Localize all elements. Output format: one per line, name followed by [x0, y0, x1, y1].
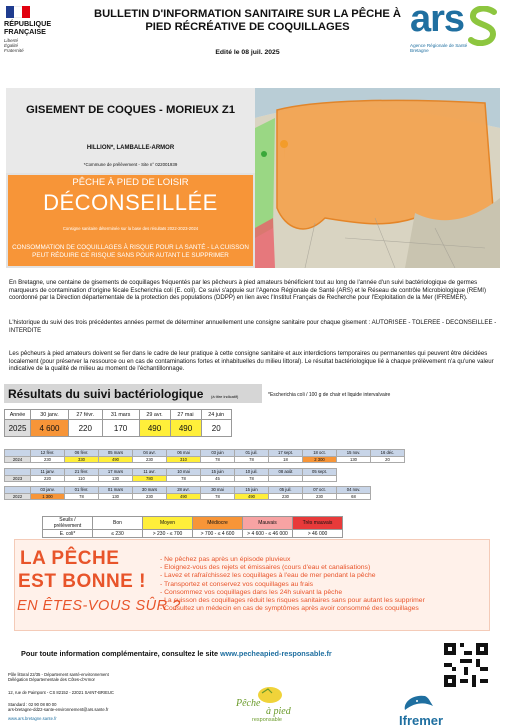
- history-table-2023: [4, 468, 337, 482]
- date-cell: 06 mai: [167, 450, 201, 457]
- date-cell: 30 mars: [133, 487, 167, 494]
- date-cell: 05 juil.: [269, 487, 303, 494]
- results-title: Résultats du suivi bactériologique: [8, 387, 204, 401]
- result-cell: 78: [167, 475, 201, 482]
- date-cell: 01 juil.: [235, 450, 269, 457]
- gisement-point: *Commune de prélèvement - Site n° 022001939: [83, 162, 178, 167]
- date-cell: 21 févr.: [65, 469, 99, 476]
- result-cell: 18: [269, 456, 303, 463]
- date-cell: 11 avr.: [133, 469, 167, 476]
- ars-logo: ars Agence Régionale de Santé Bretagne: [404, 4, 502, 58]
- tips-headline-2: EST BONNE !: [18, 571, 146, 592]
- date-cell: 15 nov.: [337, 450, 371, 457]
- result-cell: 230: [133, 456, 167, 463]
- legend-item: Bon: [93, 517, 143, 530]
- status-value: DÉCONSEILLÉE: [43, 190, 218, 215]
- footer-address: 12, rue de Paimpont - CS 82152 - 22021 SAINT-BRIEUC: [8, 690, 114, 695]
- footer-contact: Standard : 02 90 08 80 00 ars-bretagne-dd22-sante-environnement@ars.sante.fr: [8, 702, 109, 713]
- year-cell: 2023: [5, 475, 31, 482]
- legend-range: > 700 - ≤ 4 600: [193, 530, 243, 538]
- date-cell: 10 mai: [167, 469, 201, 476]
- table-cell: 27 mai: [170, 410, 201, 420]
- date-cell: 06 févr.: [65, 450, 99, 457]
- result-cell: 490: [170, 420, 201, 437]
- result-cell: 78: [201, 493, 235, 500]
- edit-date: Edité le 08 juil. 2025: [215, 49, 280, 56]
- date-cell: 07 oct.: [303, 487, 337, 494]
- result-cell: 230: [31, 456, 65, 463]
- footer-department: Pôle littoral 22/35 - Département santé-environnement Délégation Départementale des Côtes-d'Armor: [8, 672, 109, 683]
- result-cell: 330: [65, 456, 99, 463]
- date-cell: 01 févr.: [65, 487, 99, 494]
- date-cell: 28 avr.: [167, 487, 201, 494]
- french-flag-icon: [6, 6, 30, 18]
- result-cell: 68: [337, 493, 371, 500]
- list-item: - La cuisson des coquillages réduit les risques sanitaires sans pour autant les supprimer: [160, 597, 425, 605]
- legend-range: > 230 - ≤ 700: [143, 530, 193, 538]
- table-cell: 27 févr.: [68, 410, 102, 420]
- result-cell: 490: [167, 493, 201, 500]
- result-cell: 78: [201, 456, 235, 463]
- table-cell: 24 juin: [201, 410, 232, 420]
- status-basis: Consigne sanitaire déterminée sur la base des résultats 2022-2023-2024: [62, 226, 199, 231]
- result-cell: 220: [68, 420, 102, 437]
- result-cell: 130: [337, 456, 371, 463]
- date-cell: 16 déc.: [371, 450, 405, 457]
- date-cell: 17 mars: [99, 469, 133, 476]
- result-cell: 20: [371, 456, 405, 463]
- disclaimer-paragraph: Les pêcheurs à pied amateurs doivent se fier dans le cadre de leur pratique à cette consigne sanitaire et aux interdictions temporaires ou permanentes qui peuvent être décidées localement (pour préserver la ressource ou en cas de contaminations fortes et inhabituelles du milieu littoral). Le résultat bactériologique lié à chaque prélèvement n'a qu'une valeur indicative de la qualité de milieu au moment de l'échantillonnage.: [9, 350, 494, 372]
- table-cell: 31 mars: [102, 410, 139, 420]
- ifremer-logo: [395, 692, 473, 728]
- footer-website-link[interactable]: www.ars.bretagne.sante.fr: [8, 716, 57, 721]
- table-cell: 30 janv.: [31, 410, 69, 420]
- list-item: - Lavez et rafraîchissez les coquillages à l'eau de mer pendant la pêche: [160, 572, 376, 580]
- qr-code-icon[interactable]: [444, 643, 488, 687]
- date-cell: 05 sept.: [303, 469, 337, 476]
- year-cell: 2024: [5, 456, 31, 463]
- result-cell: 490: [139, 420, 170, 437]
- status-warning: CONSOMMATION DE COQUILLAGES À RISQUE POUR LA SANTÉ - LA CUISSON PEUT RÉDUIRE CE RISQUE SANS POUR AUTANT LE SUPPRIMER: [12, 244, 249, 259]
- list-item: - Consultez un médecin en cas de symptômes après avoir consommé des coquillages: [160, 605, 419, 613]
- gisement-location: HILLION*, LAMBALLE-ARMOR: [86, 145, 175, 151]
- year-cell: 2022: [5, 493, 31, 500]
- intro-paragraph: En Bretagne, une centaine de gisements de coquillages fréquentés par les pêcheurs à pied amateurs bénéficient tout au long de l'année d'un suivi bactériologique de germes marqueurs de contamination d'origine fécale Escherichia coli (E. coli). Ce suivi s'appuie sur l'Agence Régionale de Santé (ARS) et le Réseau de contrôle Microbiologique (REMI) coordonné par la Direction départementale de la protection des populations (DDPP) en lien avec l'Institut Français de Recherche pour l'Exploitation de la Mer (IFREMER).: [9, 279, 487, 301]
- result-cell: [269, 475, 303, 482]
- gov-motto: Liberté Égalité Fraternité: [4, 38, 24, 53]
- result-cell: 1 300: [31, 493, 65, 500]
- gov-name: RÉPUBLIQUE FRANÇAISE: [4, 19, 52, 36]
- table-cell: 29 avr.: [139, 410, 170, 420]
- result-cell: 310: [167, 456, 201, 463]
- page-title: BULLETIN D'INFORMATION SANITAIRE SUR LA PÊCHE À PIED RÉCRÉATIVE DE COQUILLAGES: [94, 8, 401, 33]
- result-cell: 490: [99, 456, 133, 463]
- map-marker-icon: [261, 151, 267, 157]
- legend-item: Médiocre: [193, 517, 243, 530]
- tips-headline-1: LA PÊCHE: [20, 548, 120, 569]
- date-cell: 05 mars: [99, 450, 133, 457]
- result-cell: 78: [235, 456, 269, 463]
- result-cell: 170: [102, 420, 139, 437]
- gisement-title: GISEMENT DE COQUES - MORIEUX Z1: [25, 104, 235, 116]
- date-cell: 03 janv.: [31, 487, 65, 494]
- svg-text:Pêche: Pêche: [236, 698, 261, 709]
- history-table-2022: [4, 486, 371, 500]
- date-cell: 30 mai: [201, 487, 235, 494]
- tips-headline-3: EN ÊTES-VOUS SÛR ?: [17, 598, 181, 614]
- more-info: Pour toute information complémentaire, consultez le site www.pecheapied-responsable.fr: [21, 649, 332, 658]
- result-cell: 780: [133, 475, 167, 482]
- result-cell: 4 600: [31, 420, 69, 437]
- date-cell: 04 avr.: [133, 450, 167, 457]
- result-cell: 45: [201, 475, 235, 482]
- legend-range: ≤ 230: [93, 530, 143, 538]
- legend-range: > 4 600 - ≤ 46 000: [243, 530, 293, 538]
- result-cell: 230: [133, 493, 167, 500]
- date-cell: 04 nov.: [337, 487, 371, 494]
- results-indicative: (à titre indicatif): [211, 394, 239, 399]
- date-cell: 12 févr.: [31, 450, 65, 457]
- list-item: - Transportez et conservez vos coquillages au frais: [160, 580, 314, 588]
- result-cell: 2 300: [303, 456, 337, 463]
- tips-list: [160, 556, 490, 613]
- result-cell: 230: [303, 493, 337, 500]
- legend-item: Très mauvais: [293, 517, 343, 530]
- legend-header: Seuils / prélèvement: [43, 517, 93, 530]
- list-item: - Ne pêchez pas après un épisode pluvieux: [160, 556, 291, 563]
- legend-item: Moyen: [143, 517, 193, 530]
- date-cell: 15 juin: [235, 487, 269, 494]
- result-cell: 130: [99, 475, 133, 482]
- legend-item: Mauvais: [243, 517, 293, 530]
- result-cell: [303, 475, 337, 482]
- legend-range: > 46 000: [293, 530, 343, 538]
- date-cell: 10 juil.: [235, 469, 269, 476]
- consigne-paragraph: L'historique du suivi des trois précédentes années permet de déterminer annuellement une consigne sanitaire pour chaque gisement : AUTORISEE - TOLEREE - DECONSEILLEE - INTERDITE: [9, 319, 497, 334]
- republique-francaise-logo: [4, 6, 66, 60]
- legend-row-label: E. coli*: [43, 530, 93, 538]
- svg-text:Ifremer: Ifremer: [399, 713, 444, 728]
- result-cell: 130: [99, 493, 133, 500]
- date-cell: 17 sept.: [269, 450, 303, 457]
- date-cell: 01 mars: [99, 487, 133, 494]
- svg-text:à pied: à pied: [266, 706, 291, 717]
- current-year-table: [4, 409, 232, 437]
- date-cell: 08 août: [269, 469, 303, 476]
- result-cell: 78: [65, 493, 99, 500]
- result-cell: 78: [235, 475, 269, 482]
- result-cell: 220: [31, 475, 65, 482]
- result-cell: 230: [269, 493, 303, 500]
- website-link[interactable]: www.pecheapied-responsable.fr: [220, 649, 332, 658]
- list-item: - Consommez vos coquillages dans les 24h suivant la pêche: [160, 588, 343, 596]
- date-cell: 11 janv.: [31, 469, 65, 476]
- list-item: - Eloignez-vous des rejets et émissaires (cours d'eau et canalisations): [160, 564, 371, 572]
- site-map: [255, 88, 500, 268]
- date-cell: 15 juin: [201, 469, 235, 476]
- result-cell: 110: [65, 475, 99, 482]
- date-cell: 03 juin: [201, 450, 235, 457]
- history-table-2024: [4, 449, 405, 463]
- results-unit-note: *Escherichia coli / 100 g de chair et liquide intervalvaire: [268, 392, 391, 398]
- svg-text:responsable: responsable: [252, 717, 282, 723]
- thresholds-legend: [42, 516, 343, 538]
- peche-a-pied-logo: [232, 685, 298, 723]
- date-cell: 18 oct.: [303, 450, 337, 457]
- result-cell: 490: [235, 493, 269, 500]
- year-cell: 2025: [5, 420, 31, 437]
- result-cell: 20: [201, 420, 232, 437]
- status-label: PÊCHE À PIED DE LOISIR: [72, 177, 189, 188]
- year-header: Année: [5, 410, 31, 420]
